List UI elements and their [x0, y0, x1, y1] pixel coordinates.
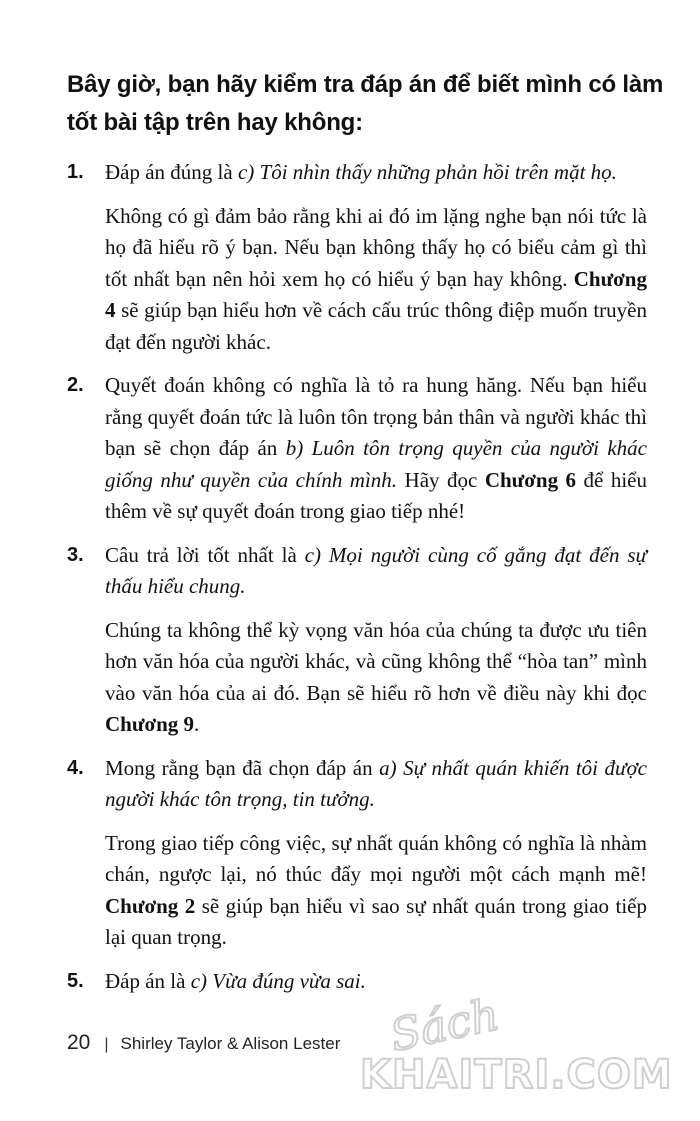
body-text: Quyết đoán không có nghĩa là tỏ ra hung hăng. Nếu bạn hiểu rằng quyết đoán tức là luôn tôn trọng bản thân và người khác thì bạn sẽ chọn đáp án: [105, 373, 647, 460]
body-text: Trong giao tiếp công việc, sự nhất quán không có nghĩa là nhàm chán, ngược lại, nó thúc đẩy mọi người một cách mạnh mẽ!: [105, 830, 647, 886]
chapter-reference: Chương 6: [484, 467, 577, 492]
answer-number: 5.: [67, 969, 84, 992]
answer-paragraph: [105, 540, 647, 603]
answer-option-text: c) Mọi người cùng cố gắng đạt đến sự thấu hiểu chung.: [105, 542, 648, 598]
answer-paragraph: [105, 828, 647, 954]
answer-paragraph: [105, 966, 647, 998]
body-text: sẽ giúp bạn hiểu hơn về cách cấu trúc thông điệp muốn truyền đạt đến người khác.: [105, 298, 647, 354]
answer-number: 3.: [67, 543, 84, 566]
answer-item: [67, 157, 647, 358]
body-text: Đáp án là: [105, 968, 191, 993]
body-text: .: [194, 712, 200, 736]
page-number: 20: [67, 1031, 91, 1054]
body-text: để hiểu thêm về sự quyết đoán trong giao tiếp nhé!: [105, 467, 647, 523]
answer-option-text: c) Tôi nhìn thấy những phản hồi trên mặt họ.: [237, 160, 617, 184]
watermark-script: Sách: [385, 989, 504, 1062]
answer-paragraph: [105, 753, 647, 816]
chapter-reference: Chương 4: [105, 266, 647, 322]
answer-item: [67, 370, 647, 528]
body-text: Mong rằng bạn đã chọn đáp án: [105, 755, 380, 780]
answer-paragraph: [105, 370, 647, 528]
answer-option-text: a) Sự nhất quán khiến tôi được người khác tôn trọng, tin tưởng.: [105, 755, 647, 811]
answer-item: [67, 540, 647, 741]
body-text: sẽ giúp bạn hiểu vì sao sự nhất quán trong giao tiếp lại quan trọng.: [105, 893, 647, 949]
answer-paragraph: [105, 615, 647, 741]
answer-item: [67, 966, 647, 998]
body-text: Không có gì đảm bảo rằng khi ai đó im lặng nghe bạn nói tức là họ đã hiểu rõ ý bạn. Nếu bạn không thấy họ có biểu cảm gì thì tốt nhất bạn nên hỏi xem họ có hiểu ý bạn hay không.: [105, 203, 647, 291]
answer-option-text: b) Luôn tôn trọng quyền của người khác giống như quyền của chính mình.: [105, 436, 647, 492]
section-heading: Bây giờ, bạn hãy kiểm tra đáp án để biết mình có làm tốt bài tập trên hay không:: [67, 71, 664, 136]
chapter-reference: Chương 9: [105, 712, 195, 736]
chapter-reference: Chương 2: [105, 893, 196, 918]
footer-separator: |: [104, 1036, 109, 1053]
watermark-main: KHAITRI.COM: [360, 1052, 673, 1098]
answer-paragraph: [105, 157, 647, 189]
body-text: Câu trả lời tốt nhất là: [105, 542, 305, 567]
answer-item: [67, 753, 647, 954]
answer-option-text: c) Vừa đúng vừa sai.: [190, 968, 366, 993]
watermark-logo: [360, 989, 690, 1115]
answer-number: 2.: [67, 374, 84, 396]
body-text: Chúng ta không thể kỳ vọng văn hóa của chúng ta được ưu tiên hơn văn hóa của người khác, và cũng không thể “hòa tan” mình vào văn hóa của ai đó. Bạn sẽ hiểu rõ hơn về điều này khi đọc: [105, 617, 647, 705]
body-text: Đáp án đúng là: [105, 160, 238, 184]
answer-number: 4.: [67, 756, 84, 779]
answer-list: [67, 157, 647, 997]
page-footer: [67, 1031, 340, 1055]
footer-authors: Shirley Taylor & Alison Lester: [120, 1034, 341, 1053]
answer-paragraph: [105, 201, 647, 359]
body-text: Hãy đọc: [397, 467, 485, 492]
answer-number: 1.: [67, 161, 84, 183]
